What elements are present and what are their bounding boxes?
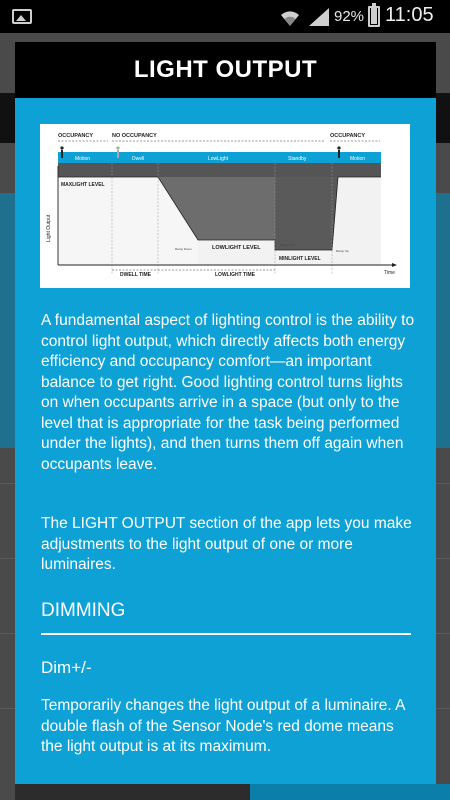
- diagram-state-label: Motion: [350, 156, 366, 162]
- dialog-header: [15, 42, 436, 98]
- sub-heading-dim: Dim+/-: [41, 658, 92, 677]
- section-heading-dimming: DIMMING: [41, 600, 126, 621]
- diagram-top-label: NO OCCUPANCY: [112, 133, 157, 139]
- signal-icon: [308, 7, 330, 27]
- diagram-state-label: LowLight: [208, 156, 229, 162]
- diagram-state-label: Dwell: [132, 156, 145, 162]
- diagram-top-label: OCCUPANCY: [330, 133, 366, 139]
- background-footer-accent: [250, 784, 450, 800]
- diagram-y-axis-label: Light Output: [46, 214, 52, 242]
- dialog-title: LIGHT OUTPUT: [133, 56, 318, 83]
- diagram-state-label: Standby: [288, 156, 307, 162]
- section-divider: [41, 633, 411, 635]
- diagram-level-label: MAXLIGHT LEVEL: [61, 182, 105, 188]
- diagram-time-label: DWELL TIME: [120, 272, 152, 278]
- app-section-paragraph: The LIGHT OUTPUT section of the app lets you make adjustments to the light output of one or more luminaires.: [41, 515, 412, 573]
- image-icon: [12, 9, 32, 24]
- diagram-time-label: LOWLIGHT TIME: [215, 272, 255, 278]
- info-dialog: [15, 42, 436, 784]
- diagram-top-label: OCCUPANCY: [58, 133, 94, 139]
- diagram-level-label: LOWLIGHT LEVEL: [212, 245, 261, 251]
- diagram-ramp-label: Ramp Up: [336, 249, 349, 253]
- diagram-level-label: MINLIGHT LEVEL: [279, 256, 321, 262]
- wifi-icon: [278, 6, 302, 28]
- diagram-ramp-label: Ramp Down: [280, 243, 297, 247]
- battery-percent: 92%: [334, 8, 365, 25]
- diagram-x-axis-label: Time: [384, 270, 395, 276]
- diagram-state-label: Motion: [75, 156, 91, 162]
- dim-description: Temporarily changes the light output of a luminaire. A double flash of the Sensor Node's red dome means the light output is at its maximum.: [41, 697, 405, 755]
- light-output-diagram: [40, 124, 410, 288]
- status-bar: [0, 0, 450, 33]
- diagram-ramp-label: Ramp Down: [175, 247, 192, 251]
- battery-icon: [368, 6, 380, 27]
- dialog-body[interactable]: [15, 98, 436, 784]
- clock: 11:05: [385, 4, 434, 26]
- intro-paragraph: A fundamental aspect of lighting control is the ability to control light output, which directly affects both energy efficiency and occupancy comfort—an important balance to get right. Good lighting control turns lights on when occupants arrive in a space (but only to the level that is appropriate for the task being performed under the lights), and then turns them off again when occupants leave.: [41, 312, 415, 473]
